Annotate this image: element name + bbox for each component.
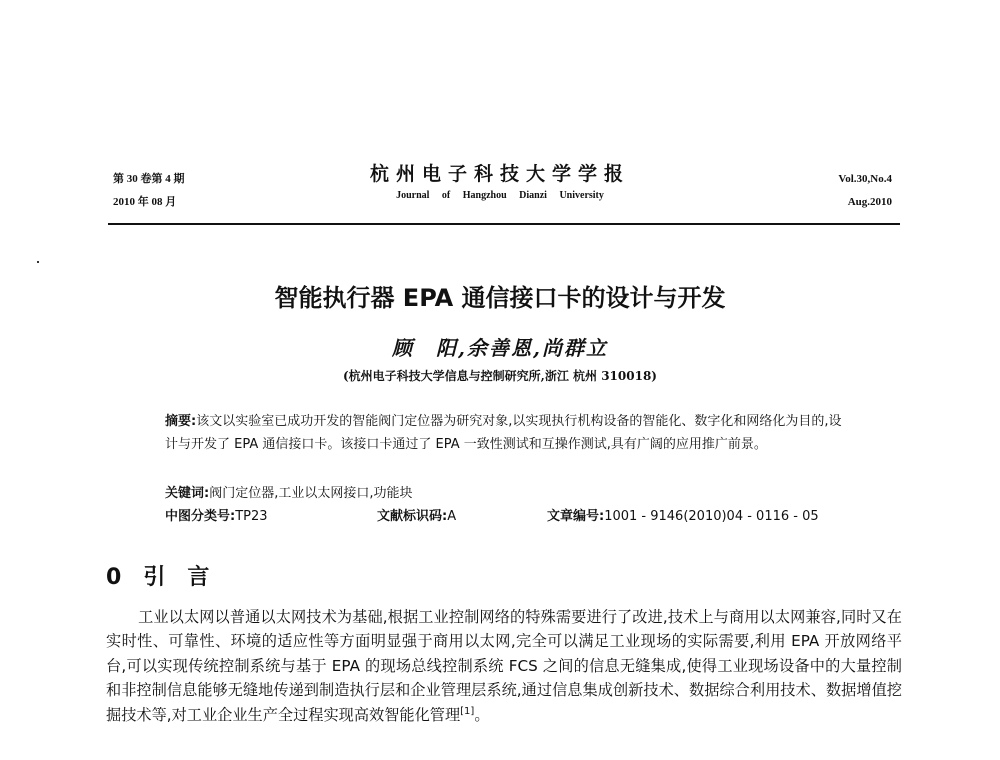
article-number-label: 文章编号: (547, 509, 605, 524)
abstract-text: 该文以实验室已成功开发的智能阀门定位器为研究对象,以实现执行机构设备的智能化、数字化和网络化为目的,设计与开发了 EPA 通信接口卡。该接口卡通过了 EPA 一致性测试和互操作测试,具有广阔的应用推广前景。 (165, 414, 842, 452)
keywords (165, 482, 850, 505)
section-title: 引言 (143, 565, 232, 590)
clc-value: TP23 (235, 509, 268, 524)
body-paragraph (106, 605, 902, 727)
document-code-value: A (447, 509, 457, 524)
volume-issue-cn: 第 30 卷第 4 期 (113, 173, 185, 185)
citation-ref[interactable]: [1] (460, 705, 475, 717)
article-affiliation: (杭州电子科技大学信息与控制研究所,浙江 杭州 310018) (343, 369, 657, 383)
keywords-label: 关键词: (165, 486, 210, 501)
journal-name-cn: 杭州电子科技大学学报 (369, 163, 630, 185)
article-title: 智能执行器 EPA 通信接口卡的设计与开发 (274, 284, 726, 312)
header-right (838, 168, 892, 214)
clc-code (165, 505, 268, 528)
journal-name-en: Journal of Hangzhou Dianzi University (396, 190, 604, 201)
article-number-value: 1001 - 9146(2010)04 - 0116 - 05 (604, 509, 819, 524)
document-code-label: 文献标识码: (377, 509, 448, 524)
article-number (547, 505, 819, 528)
abstract (165, 410, 850, 456)
scan-speck (37, 261, 39, 263)
section-heading (106, 563, 231, 593)
date-en: Aug.2010 (847, 196, 892, 208)
section-number: 0 (106, 565, 122, 590)
volume-issue-en: Vol.30,No.4 (838, 173, 892, 185)
clc-label: 中图分类号: (165, 509, 236, 524)
header-left (113, 168, 185, 214)
keywords-text: 阀门定位器,工业以太网接口,功能块 (209, 486, 413, 501)
paragraph-text: 工业以太网以普通以太网技术为基础,根据工业控制网络的特殊需要进行了改进,技术上与商用以太网兼容,同时又在实时性、可靠性、环境的适应性等方面明显强于商用以太网,完全可以满足工业现场的实际需要,利用 EPA 开放网络平台,可以实现传统控制系统与基于 EPA 的现场总线控制系统 FCS 之间的信息无缝集成,使得工业现场设备中的大量控制和非控制信息能够无缝地传递到制造执行层和企业管理层系统,通过信息集成创新技术、数据综合利用技术、数据增值挖掘技术等,对工业企业生产全过程实现高效智能化管理 (106, 608, 902, 724)
classification-row (165, 505, 865, 528)
document-code (377, 505, 456, 528)
abstract-label: 摘要: (165, 414, 197, 429)
paragraph-ending: 。 (474, 705, 490, 724)
header-center (300, 160, 700, 204)
date-cn: 2010 年 08 月 (113, 196, 177, 208)
header-rule (108, 223, 900, 225)
article-authors: 顾 阳,余善恩,尚群立 (392, 336, 608, 360)
